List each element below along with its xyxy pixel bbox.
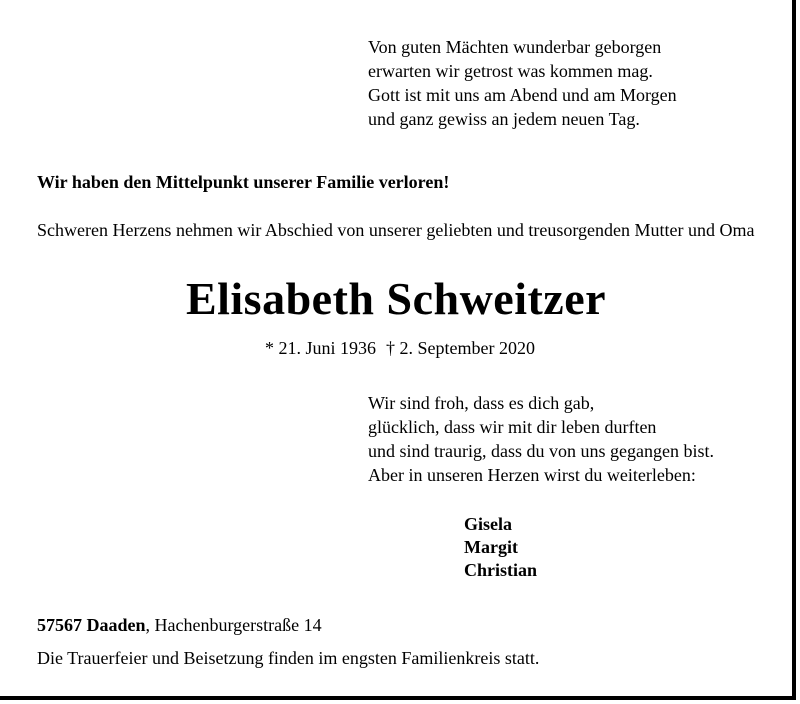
headline: Wir haben den Mittelpunkt unserer Familie verloren! <box>37 172 450 192</box>
mourner-name: Margit <box>464 537 518 557</box>
mourner-name: Gisela <box>464 514 512 534</box>
address <box>37 615 322 636</box>
mourner-name: Christian <box>464 560 538 580</box>
birth-date: * 21. Juni 1936 <box>265 338 377 358</box>
life-dates <box>0 338 800 359</box>
mourners-list <box>464 513 537 582</box>
opening-verse: Von guten Mächten wunderbar geborgen erwarten wir getrost was kommen mag. Gott ist mit uns am Abend und am Morgen und ganz gewiss an jedem neuen Tag. <box>368 37 677 129</box>
service-note: Die Trauerfeier und Beisetzung finden im engsten Familienkreis statt. <box>37 648 540 668</box>
death-date: † 2. September 2020 <box>386 338 535 358</box>
address-street: , Hachenburgerstraße 14 <box>145 615 322 635</box>
intro-text: Schweren Herzens nehmen wir Abschied von unserer geliebten und treusorgenden Mutter und Oma <box>37 220 755 240</box>
farewell-verse: Wir sind froh, dass es dich gab, glücklich, dass wir mit dir leben durften und sind traurig, dass du von uns gegangen bist. Aber in unseren Herzen wirst du weiterleben: <box>368 393 714 485</box>
deceased-name: Elisabeth Schweitzer <box>185 273 607 324</box>
address-city: 57567 Daaden <box>37 615 146 635</box>
